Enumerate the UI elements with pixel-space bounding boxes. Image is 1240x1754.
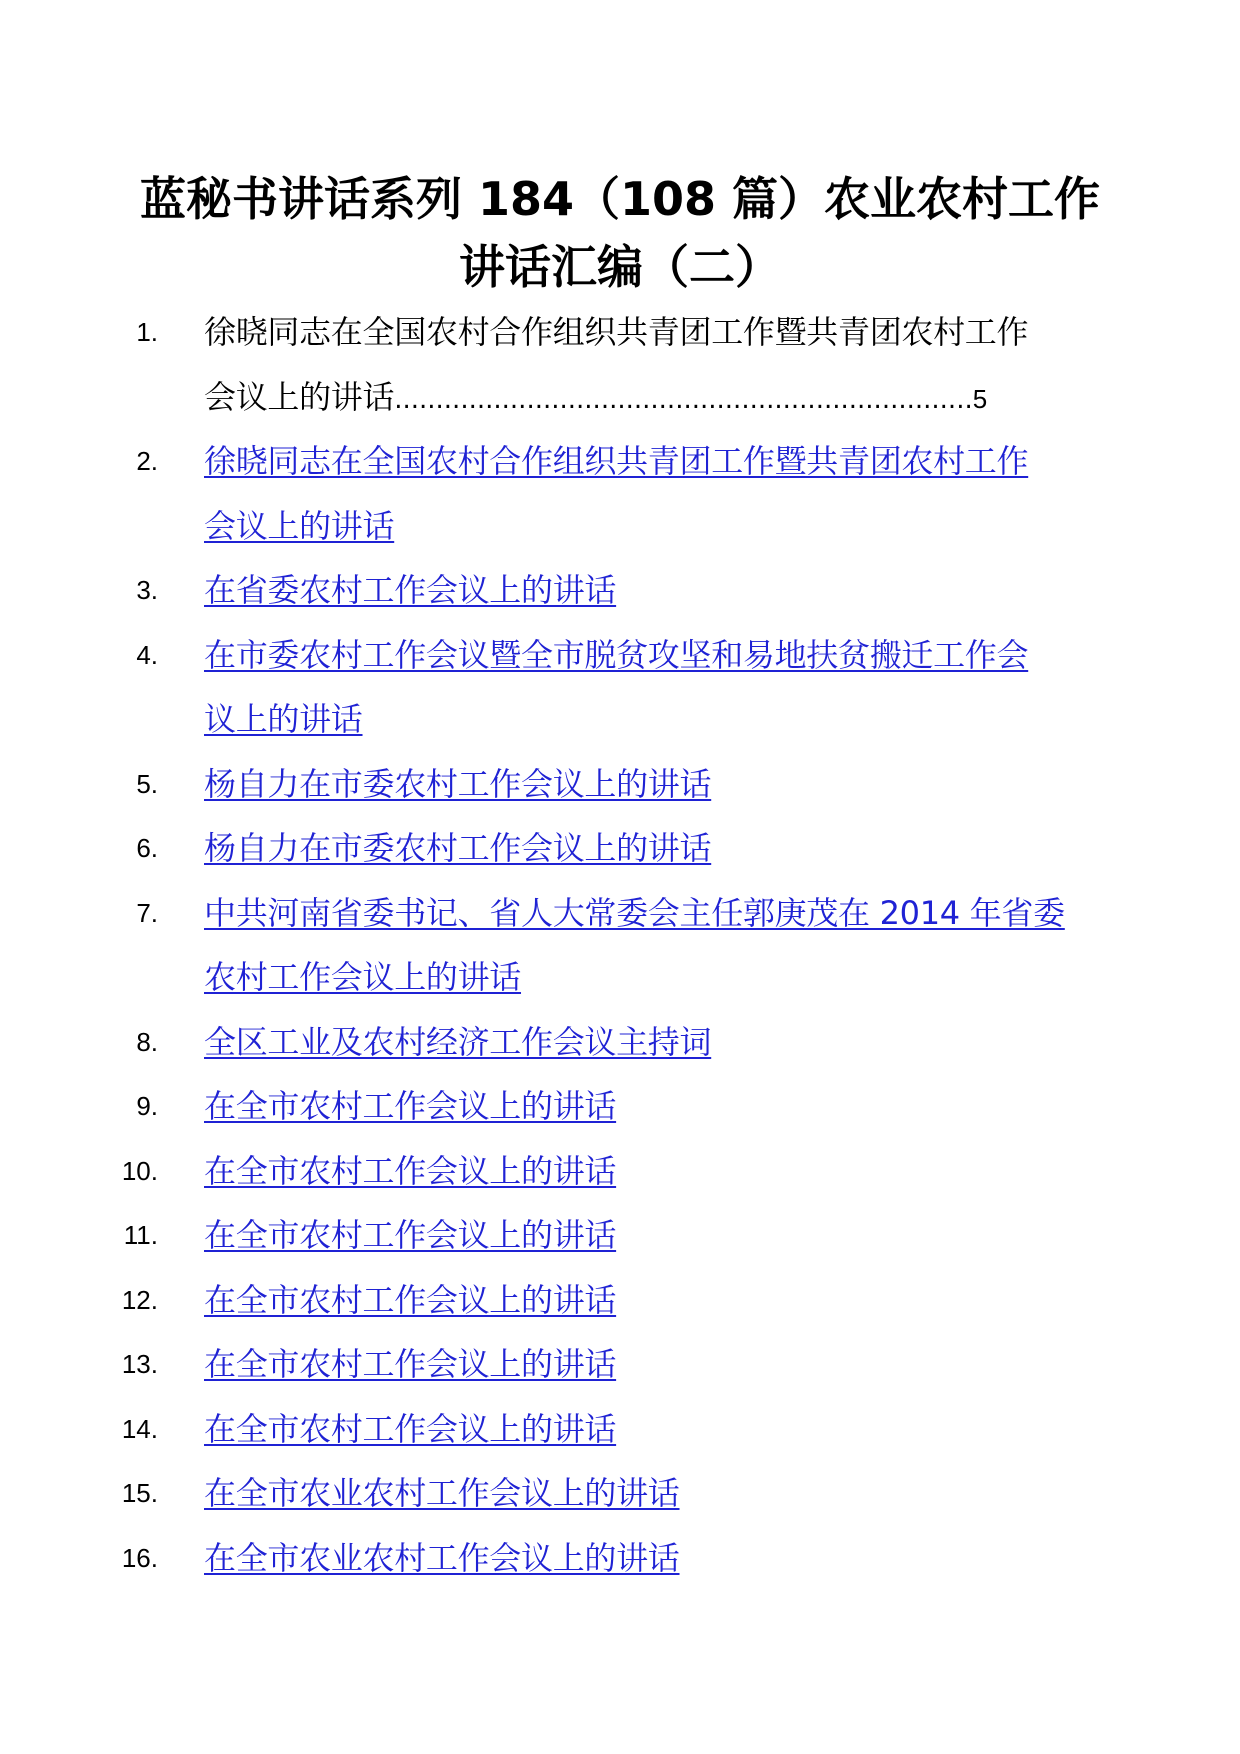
toc-entry-link[interactable] <box>204 429 1104 558</box>
toc-entry[interactable] <box>0 1397 1240 1462</box>
document-title <box>120 165 1120 301</box>
toc-entry-text <box>204 300 1104 432</box>
toc-entry-number: 13. <box>121 1349 158 1379</box>
toc-entry-title-line-1: 杨自力在市委农村工作会议上的讲话 <box>204 764 712 803</box>
toc-entry-link[interactable] <box>204 1203 1104 1268</box>
toc-entry-number: 2. <box>136 446 158 476</box>
toc-entry-number: 15. <box>121 1478 158 1508</box>
toc-entry-number: 7. <box>136 897 158 928</box>
toc-entry-link[interactable] <box>204 558 1104 623</box>
toc-entry-title-line-1: 在市委农村工作会议暨全市脱贫攻坚和易地扶贫搬迁工作会 <box>204 635 1029 674</box>
toc-leader-dots: ...................................................................... <box>394 384 973 415</box>
toc-entry-number: 4. <box>136 639 158 670</box>
toc-entry-number: 1. <box>136 317 158 347</box>
toc-entry-number: 16. <box>121 1542 158 1573</box>
toc-entry-title-line-1: 在全市农村工作会议上的讲话 <box>204 1216 617 1254</box>
toc-entry-title-line-1: 在全市农村工作会议上的讲话 <box>204 1409 617 1448</box>
toc-entry-title-line-1: 在全市农业农村工作会议上的讲话 <box>204 1474 680 1512</box>
toc-entry[interactable] <box>0 1268 1240 1333</box>
toc-page-number: 5 <box>972 383 987 414</box>
toc-entry-link[interactable] <box>204 623 1104 752</box>
toc-entry-title-line-1: 徐晓同志在全国农村合作组织共青团工作暨共青团农村工作 <box>204 313 1029 351</box>
toc-entry-title-line-1: 在全市农业农村工作会议上的讲话 <box>204 1538 680 1577</box>
toc-entry[interactable] <box>0 816 1240 881</box>
toc-entry-title-line-1: 中共河南省委书记、省人大常委会主任郭庚茂在 2014 年省委 <box>204 893 1065 932</box>
toc-entry <box>0 300 1240 429</box>
toc-entry[interactable] <box>0 1010 1240 1075</box>
toc-entry-title-line-2: 农村工作会议上的讲话 <box>204 958 522 996</box>
toc-entry[interactable] <box>0 881 1240 1010</box>
toc-entry-link[interactable] <box>204 752 1104 817</box>
toc-entry-link[interactable] <box>204 881 1104 1010</box>
toc-entry[interactable] <box>0 429 1240 558</box>
toc-entry[interactable] <box>0 752 1240 817</box>
toc-entry-number: 12. <box>121 1284 158 1315</box>
toc-entry-link[interactable] <box>204 1397 1104 1462</box>
toc-entry-link[interactable] <box>204 1074 1104 1139</box>
toc-entry-title-line-2: 会议上的讲话 <box>204 377 395 416</box>
toc-entry-link[interactable] <box>204 1139 1104 1204</box>
toc-entry-link[interactable] <box>204 1526 1104 1591</box>
toc-entry-title-line-1: 在省委农村工作会议上的讲话 <box>204 571 617 609</box>
toc-entry-link[interactable] <box>204 816 1104 881</box>
toc-entry-number: 5. <box>136 768 158 799</box>
toc-entry-title-line-2: 议上的讲话 <box>204 700 363 738</box>
toc-entry-title-line-1: 徐晓同志在全国农村合作组织共青团工作暨共青团农村工作 <box>204 442 1029 480</box>
toc-entry-number: 3. <box>136 575 158 605</box>
toc-entry-number: 8. <box>136 1026 158 1057</box>
toc-entry-title-line-1: 全区工业及农村经济工作会议主持词 <box>204 1022 712 1061</box>
toc-entry-link[interactable] <box>204 1268 1104 1333</box>
toc-entry[interactable] <box>0 1074 1240 1139</box>
toc-entry-number: 6. <box>136 833 158 863</box>
toc-entry-title-line-2: 会议上的讲话 <box>204 506 395 545</box>
toc-entry[interactable] <box>0 1139 1240 1204</box>
toc-entry-title-line-1: 在全市农村工作会议上的讲话 <box>204 1345 617 1383</box>
toc-entry-title-line-1: 在全市农村工作会议上的讲话 <box>204 1087 617 1125</box>
title-line-1: 蓝秘书讲话系列 184（108 篇）农业农村工作 <box>139 172 1101 226</box>
toc-entry[interactable] <box>0 1332 1240 1397</box>
toc-entry-number: 9. <box>136 1091 158 1121</box>
toc-entry[interactable] <box>0 623 1240 752</box>
toc-entry-link[interactable] <box>204 1010 1104 1075</box>
toc-entry-number: 11. <box>123 1220 158 1250</box>
toc-entry-title-line-1: 在全市农村工作会议上的讲话 <box>204 1151 617 1190</box>
toc-entry-title-line-1: 杨自力在市委农村工作会议上的讲话 <box>204 829 712 867</box>
toc-entry[interactable] <box>0 1461 1240 1526</box>
toc-entry-link[interactable] <box>204 1332 1104 1397</box>
toc-entry-title-line-1: 在全市农村工作会议上的讲话 <box>204 1280 617 1319</box>
toc-entry[interactable] <box>0 1526 1240 1591</box>
toc-entry-number: 14. <box>121 1413 158 1444</box>
toc-entry-link[interactable] <box>204 1461 1104 1526</box>
toc-entry[interactable] <box>0 1203 1240 1268</box>
title-line-2: 讲话汇编（二） <box>459 240 781 294</box>
toc-entry-number: 10. <box>121 1155 158 1186</box>
toc-entry[interactable] <box>0 558 1240 623</box>
